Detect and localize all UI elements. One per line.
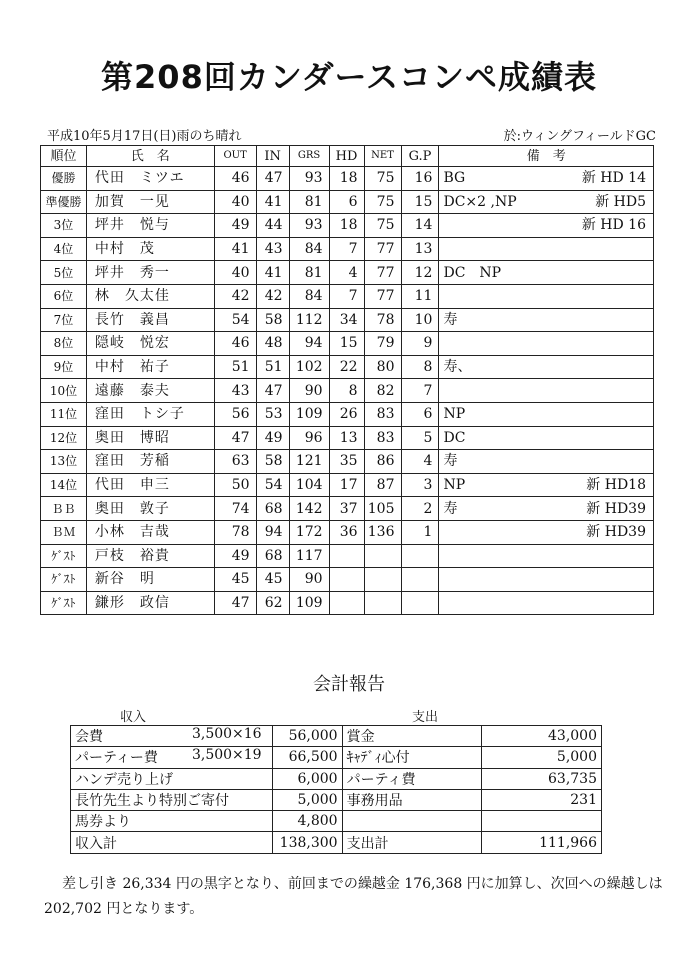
header-gp: G.P xyxy=(401,146,439,167)
cell-gp xyxy=(401,544,439,568)
accounting-row xyxy=(71,747,602,768)
cell-net: 77 xyxy=(364,284,401,308)
cell-grs: 81 xyxy=(289,261,329,285)
header-hd: HD xyxy=(329,146,364,167)
note-text: NP xyxy=(443,477,466,494)
cell-out: 78 xyxy=(214,520,256,544)
cell-in: 44 xyxy=(256,214,289,238)
accounting-table xyxy=(70,725,602,854)
cell-hd: 26 xyxy=(329,402,364,426)
cell-net: 75 xyxy=(364,190,401,214)
cell-grs: 109 xyxy=(289,591,329,615)
summary-text: 差し引き 26,334 円の黒字となり、前回までの繰越金 176,368 円に加算し、次回への繰越しは 202,702 円となります。 xyxy=(44,876,663,917)
cell-rank: ＢＢ xyxy=(41,497,87,521)
cell-grs: 81 xyxy=(289,190,329,214)
cell-grs: 109 xyxy=(289,402,329,426)
cell-out: 47 xyxy=(214,591,256,615)
table-row xyxy=(41,167,654,191)
cell-in: 43 xyxy=(256,237,289,261)
note-text: 寿 xyxy=(443,311,458,328)
cell-net: 75 xyxy=(364,167,401,191)
income-detail: 3,500×16 xyxy=(191,726,262,743)
expense-label: 事務用品 xyxy=(342,789,482,810)
table-row xyxy=(41,497,654,521)
header-name: 氏 名 xyxy=(86,146,214,167)
income-label: 馬券より xyxy=(75,814,131,831)
cell-hd: 18 xyxy=(329,167,364,191)
cell-note xyxy=(439,591,654,615)
cell-gp: 6 xyxy=(401,402,439,426)
cell-rank: ｹﾞｽﾄ xyxy=(41,568,87,592)
note-new-hd: 新 HD39 xyxy=(586,524,646,541)
cell-note xyxy=(439,402,654,426)
cell-note xyxy=(439,450,654,474)
cell-rank: ｹﾞｽﾄ xyxy=(41,591,87,615)
cell-out: 40 xyxy=(214,190,256,214)
cell-grs: 112 xyxy=(289,308,329,332)
expense-amount: 43,000 xyxy=(482,726,602,747)
event-date: 平成10年5月17日(日)雨のち晴れ xyxy=(47,129,242,144)
cell-name: 中村 茂 xyxy=(86,237,214,261)
note-text: DC×2 ,NP xyxy=(443,193,517,210)
cell-hd: 18 xyxy=(329,214,364,238)
expense-label: 賞金 xyxy=(342,726,482,747)
note-text: BG xyxy=(443,170,466,187)
income-label: パーティー費 xyxy=(75,750,158,767)
cell-note xyxy=(439,284,654,308)
cell-out: 42 xyxy=(214,284,256,308)
cell-in: 62 xyxy=(256,591,289,615)
cell-grs: 142 xyxy=(289,497,329,521)
cell-name: 中村 祐子 xyxy=(86,355,214,379)
cell-hd: 7 xyxy=(329,237,364,261)
cell-name: 戸枝 裕貴 xyxy=(86,544,214,568)
income-amount: 6,000 xyxy=(272,768,342,789)
cell-gp xyxy=(401,591,439,615)
cell-hd: 8 xyxy=(329,379,364,403)
cell-out: 43 xyxy=(214,379,256,403)
cell-out: 63 xyxy=(214,450,256,474)
cell-gp: 14 xyxy=(401,214,439,238)
income-label-cell xyxy=(71,811,273,832)
cell-net: 75 xyxy=(364,214,401,238)
cell-in: 54 xyxy=(256,473,289,497)
income-amount: 5,000 xyxy=(272,789,342,810)
cell-net: 80 xyxy=(364,355,401,379)
note-text: 寿、 xyxy=(443,359,472,376)
cell-name: 隠岐 悦宏 xyxy=(86,332,214,356)
income-title: 収入 xyxy=(120,710,147,725)
income-label-cell xyxy=(71,768,273,789)
cell-hd: 36 xyxy=(329,520,364,544)
cell-in: 68 xyxy=(256,544,289,568)
cell-gp: 1 xyxy=(401,520,439,544)
cell-net xyxy=(364,591,401,615)
note-new-hd: 新 HD39 xyxy=(586,500,646,517)
cell-net: 87 xyxy=(364,473,401,497)
cell-net: 105 xyxy=(364,497,401,521)
cell-rank: 準優勝 xyxy=(41,190,87,214)
table-row xyxy=(41,284,654,308)
cell-name: 坪井 悦与 xyxy=(86,214,214,238)
table-row xyxy=(41,237,654,261)
cell-note xyxy=(439,544,654,568)
cell-net: 136 xyxy=(364,520,401,544)
cell-grs: 172 xyxy=(289,520,329,544)
cell-name: 林 久太佳 xyxy=(86,284,214,308)
cell-out: 54 xyxy=(214,308,256,332)
cell-hd xyxy=(329,544,364,568)
income-label: 会費 xyxy=(75,729,103,746)
cell-note xyxy=(439,426,654,450)
cell-grs: 93 xyxy=(289,167,329,191)
cell-net: 79 xyxy=(364,332,401,356)
cell-in: 41 xyxy=(256,190,289,214)
expense-title: 支出 xyxy=(412,710,439,725)
cell-name: 遠藤 泰夫 xyxy=(86,379,214,403)
note-new-hd: 新 HD5 xyxy=(595,193,646,210)
cell-in: 41 xyxy=(256,261,289,285)
note-text: 寿 xyxy=(443,453,458,470)
cell-name: 窪田 芳稲 xyxy=(86,450,214,474)
cell-grs: 93 xyxy=(289,214,329,238)
cell-name: 長竹 義昌 xyxy=(86,308,214,332)
cell-gp: 15 xyxy=(401,190,439,214)
cell-in: 48 xyxy=(256,332,289,356)
expense-amount: 111,966 xyxy=(482,832,602,853)
cell-out: 46 xyxy=(214,332,256,356)
cell-in: 42 xyxy=(256,284,289,308)
cell-net: 82 xyxy=(364,379,401,403)
cell-in: 53 xyxy=(256,402,289,426)
cell-note xyxy=(439,568,654,592)
cell-note xyxy=(439,214,654,238)
cell-gp: 3 xyxy=(401,473,439,497)
cell-out: 50 xyxy=(214,473,256,497)
cell-hd: 6 xyxy=(329,190,364,214)
table-row xyxy=(41,402,654,426)
note-new-hd: 新 HD18 xyxy=(586,477,646,494)
cell-hd: 7 xyxy=(329,284,364,308)
cell-hd: 22 xyxy=(329,355,364,379)
table-row xyxy=(41,473,654,497)
cell-hd xyxy=(329,591,364,615)
expense-amount xyxy=(482,811,602,832)
cell-out: 41 xyxy=(214,237,256,261)
table-row xyxy=(41,332,654,356)
header-grs: GRS xyxy=(289,146,329,167)
table-row xyxy=(41,308,654,332)
accounting-row xyxy=(71,768,602,789)
header-rank: 順位 xyxy=(41,146,87,167)
cell-rank: ＢＭ xyxy=(41,520,87,544)
cell-note xyxy=(439,167,654,191)
cell-note xyxy=(439,355,654,379)
expense-amount: 231 xyxy=(482,789,602,810)
cell-gp: 12 xyxy=(401,261,439,285)
expense-amount: 63,735 xyxy=(482,768,602,789)
note-text: NP xyxy=(443,406,466,423)
cell-rank: 12位 xyxy=(41,426,87,450)
income-label-cell xyxy=(71,789,273,810)
cell-in: 45 xyxy=(256,568,289,592)
cell-gp: 8 xyxy=(401,355,439,379)
table-row xyxy=(41,544,654,568)
cell-net xyxy=(364,568,401,592)
income-label-cell xyxy=(71,747,273,768)
accounting-row xyxy=(71,789,602,810)
cell-rank: 3位 xyxy=(41,214,87,238)
cell-grs: 117 xyxy=(289,544,329,568)
cell-name: 小林 吉哉 xyxy=(86,520,214,544)
income-amount: 4,800 xyxy=(272,811,342,832)
cell-grs: 94 xyxy=(289,332,329,356)
cell-out: 46 xyxy=(214,167,256,191)
cell-rank: 8位 xyxy=(41,332,87,356)
cell-note xyxy=(439,332,654,356)
cell-gp: 16 xyxy=(401,167,439,191)
cell-net: 77 xyxy=(364,261,401,285)
cell-gp: 9 xyxy=(401,332,439,356)
cell-hd: 17 xyxy=(329,473,364,497)
cell-hd: 4 xyxy=(329,261,364,285)
cell-rank: 6位 xyxy=(41,284,87,308)
cell-rank: ｹﾞｽﾄ xyxy=(41,544,87,568)
cell-out: 49 xyxy=(214,214,256,238)
cell-net xyxy=(364,544,401,568)
accounting-row xyxy=(71,726,602,747)
cell-net: 77 xyxy=(364,237,401,261)
cell-in: 68 xyxy=(256,497,289,521)
cell-gp: 13 xyxy=(401,237,439,261)
cell-note xyxy=(439,308,654,332)
cell-out: 51 xyxy=(214,355,256,379)
cell-gp: 10 xyxy=(401,308,439,332)
accounting-row xyxy=(71,832,602,853)
expense-label xyxy=(342,811,482,832)
cell-name: 鎌形 政信 xyxy=(86,591,214,615)
cell-name: 奥田 博昭 xyxy=(86,426,214,450)
expense-label: ｷｬﾃﾞｨ心付 xyxy=(342,747,482,768)
cell-gp xyxy=(401,568,439,592)
header-net: NET xyxy=(364,146,401,167)
note-new-hd: 新 HD 14 xyxy=(581,170,646,187)
cell-note xyxy=(439,473,654,497)
expense-amount: 5,000 xyxy=(482,747,602,768)
cell-rank: 4位 xyxy=(41,237,87,261)
table-row xyxy=(41,190,654,214)
table-row xyxy=(41,379,654,403)
cell-net: 83 xyxy=(364,426,401,450)
cell-gp: 5 xyxy=(401,426,439,450)
cell-in: 51 xyxy=(256,355,289,379)
cell-hd: 34 xyxy=(329,308,364,332)
table-row xyxy=(41,355,654,379)
income-detail: 3,500×19 xyxy=(191,747,262,764)
cell-gp: 4 xyxy=(401,450,439,474)
table-row xyxy=(41,450,654,474)
income-amount: 56,000 xyxy=(272,726,342,747)
cell-rank: 9位 xyxy=(41,355,87,379)
income-label-cell xyxy=(71,726,273,747)
cell-name: 新谷 明 xyxy=(86,568,214,592)
table-row xyxy=(41,520,654,544)
cell-out: 40 xyxy=(214,261,256,285)
cell-rank: 13位 xyxy=(41,450,87,474)
cell-grs: 90 xyxy=(289,568,329,592)
cell-hd: 15 xyxy=(329,332,364,356)
note-text: 寿 xyxy=(443,500,458,517)
cell-name: 代田 申三 xyxy=(86,473,214,497)
cell-gp: 7 xyxy=(401,379,439,403)
table-row xyxy=(41,214,654,238)
cell-gp: 11 xyxy=(401,284,439,308)
header-out: OUT xyxy=(214,146,256,167)
cell-hd: 37 xyxy=(329,497,364,521)
cell-name: 代田 ミツエ xyxy=(86,167,214,191)
cell-grs: 84 xyxy=(289,284,329,308)
cell-hd: 35 xyxy=(329,450,364,474)
cell-in: 58 xyxy=(256,450,289,474)
cell-name: 奥田 敦子 xyxy=(86,497,214,521)
cell-in: 47 xyxy=(256,379,289,403)
cell-in: 49 xyxy=(256,426,289,450)
cell-rank: 優勝 xyxy=(41,167,87,191)
cell-net: 83 xyxy=(364,402,401,426)
cell-note xyxy=(439,497,654,521)
income-label: 長竹先生より特別ご寄付 xyxy=(75,793,229,810)
cell-name: 加賀 一见 xyxy=(86,190,214,214)
cell-net: 86 xyxy=(364,450,401,474)
cell-hd xyxy=(329,568,364,592)
income-amount: 66,500 xyxy=(272,747,342,768)
cell-in: 94 xyxy=(256,520,289,544)
cell-note xyxy=(439,190,654,214)
cell-grs: 90 xyxy=(289,379,329,403)
cell-rank: 11位 xyxy=(41,402,87,426)
cell-rank: 7位 xyxy=(41,308,87,332)
note-text: DC NP xyxy=(443,264,502,281)
expense-label: パーティ費 xyxy=(342,768,482,789)
table-row xyxy=(41,426,654,450)
cell-grs: 121 xyxy=(289,450,329,474)
cell-note xyxy=(439,261,654,285)
note-new-hd: 新 HD 16 xyxy=(581,217,646,234)
cell-out: 49 xyxy=(214,544,256,568)
accounting-row xyxy=(71,811,602,832)
income-label: ハンデ売り上げ xyxy=(75,771,173,788)
cell-name: 窪田 トシ子 xyxy=(86,402,214,426)
accounting-heading: 会計報告 xyxy=(313,674,385,695)
header-note: 備 考 xyxy=(439,146,654,167)
table-row xyxy=(41,568,654,592)
cell-gp: 2 xyxy=(401,497,439,521)
event-venue: 於:ウィングフィールドGC xyxy=(503,129,656,144)
cell-grs: 102 xyxy=(289,355,329,379)
cell-grs: 104 xyxy=(289,473,329,497)
results-table xyxy=(40,145,654,615)
cell-out: 47 xyxy=(214,426,256,450)
cell-net: 78 xyxy=(364,308,401,332)
cell-out: 74 xyxy=(214,497,256,521)
cell-hd: 13 xyxy=(329,426,364,450)
cell-out: 56 xyxy=(214,402,256,426)
cell-grs: 96 xyxy=(289,426,329,450)
expense-label: 支出計 xyxy=(342,832,482,853)
results-header-row xyxy=(41,146,654,167)
cell-in: 47 xyxy=(256,167,289,191)
income-label-cell xyxy=(71,832,273,853)
cell-rank: 5位 xyxy=(41,261,87,285)
cell-grs: 84 xyxy=(289,237,329,261)
cell-in: 58 xyxy=(256,308,289,332)
header-in: IN xyxy=(256,146,289,167)
cell-rank: 10位 xyxy=(41,379,87,403)
table-row xyxy=(41,591,654,615)
cell-name: 坪井 秀一 xyxy=(86,261,214,285)
income-label: 収入計 xyxy=(75,835,117,852)
income-amount: 138,300 xyxy=(272,832,342,853)
cell-rank: 14位 xyxy=(41,473,87,497)
cell-out: 45 xyxy=(214,568,256,592)
page-title: 第208回カンダースコンペ成績表 xyxy=(101,58,597,96)
cell-note xyxy=(439,379,654,403)
note-text: DC xyxy=(443,429,466,446)
cell-note xyxy=(439,237,654,261)
cell-note xyxy=(439,520,654,544)
table-row xyxy=(41,261,654,285)
